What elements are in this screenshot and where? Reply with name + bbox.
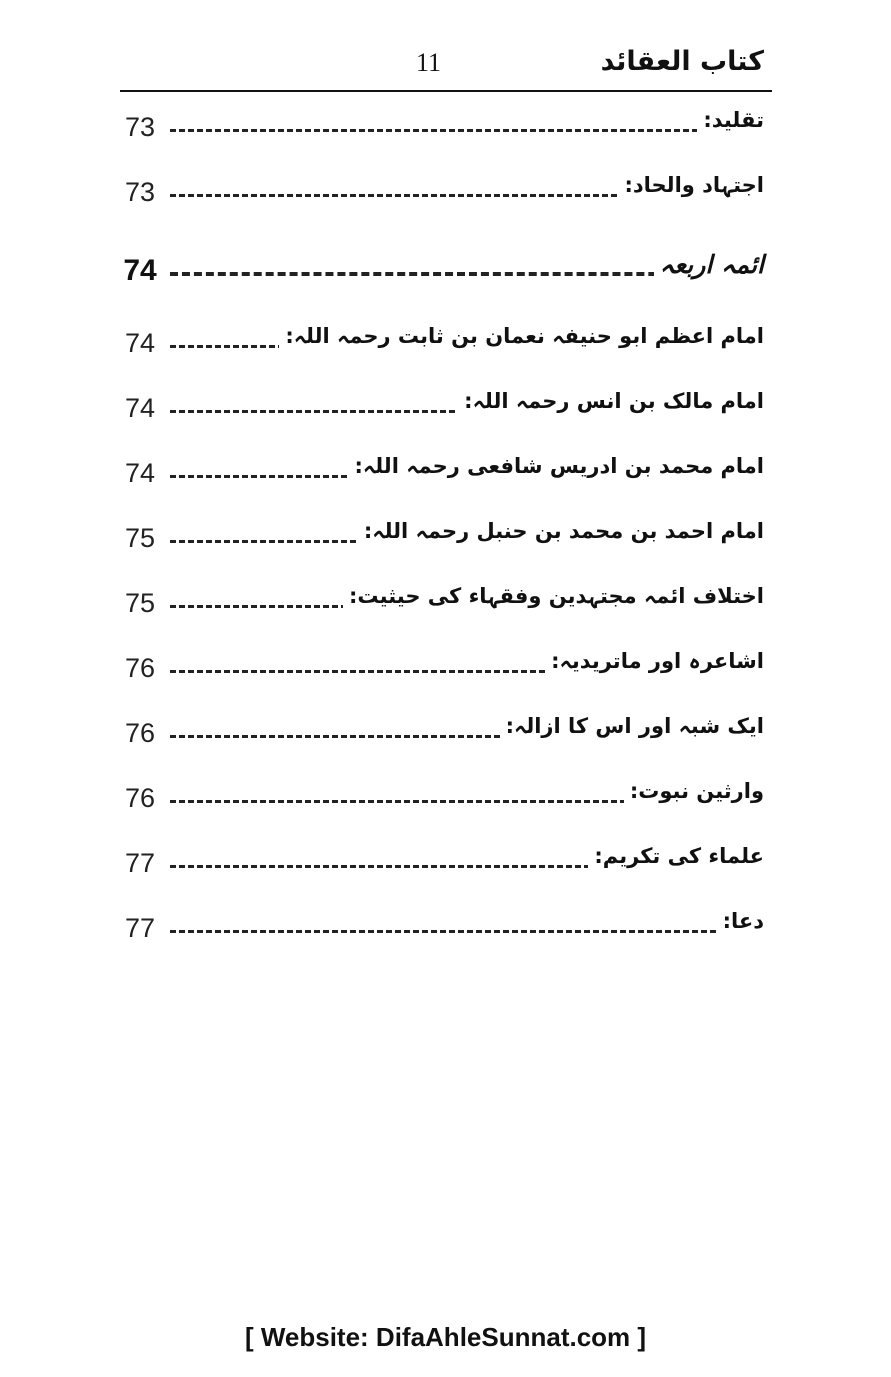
toc-page-number: 76 <box>124 783 156 813</box>
dotted-leader <box>170 129 752 132</box>
toc-entry[interactable] <box>120 639 772 704</box>
toc-entry[interactable] <box>120 379 772 444</box>
toc-entry[interactable] <box>120 704 772 769</box>
toc-page-number: 74 <box>123 254 157 287</box>
toc-entry[interactable] <box>120 314 772 379</box>
toc-entry-title: اشاعرہ اور ماتریدیہ: <box>545 649 764 673</box>
dotted-leader <box>170 930 752 933</box>
toc-entry-title: امام مالک بن انس رحمہ اللہ: <box>458 389 764 413</box>
toc-page-number: 75 <box>124 588 156 618</box>
toc-page-number: 76 <box>124 653 156 683</box>
toc-entry-title: ایک شبہ اور اس کا ازالہ: <box>500 714 764 738</box>
toc-entry[interactable] <box>120 163 772 228</box>
book-title: کتاب العقائد <box>600 46 764 77</box>
table-of-contents <box>120 98 772 964</box>
toc-page-number: 75 <box>124 523 156 553</box>
toc-entry-title: امام اعظم ابو حنیفہ نعمان بن ثابت رحمہ اللہ: <box>279 324 764 348</box>
toc-entry[interactable] <box>120 509 772 574</box>
page-number: 11 <box>416 48 442 77</box>
toc-page-number: 74 <box>124 393 156 423</box>
toc-entry[interactable] <box>120 98 772 163</box>
toc-entry-title: اختلاف ائمہ مجتہدین وفقہاء کی حیثیت: <box>343 584 764 608</box>
toc-page-number: 73 <box>124 177 156 207</box>
toc-entry-title: اجتہاد والحاد: <box>618 173 764 197</box>
toc-page-number: 77 <box>124 848 156 878</box>
toc-entry[interactable] <box>120 574 772 639</box>
toc-entry[interactable] <box>120 899 772 964</box>
toc-entry[interactable] <box>120 834 772 899</box>
toc-entry-title: تقلید: <box>697 108 764 132</box>
page-header <box>120 42 772 92</box>
toc-page-number: 73 <box>124 112 156 142</box>
toc-entry-title: علماء کی تکریم: <box>588 844 764 868</box>
toc-page-number: 77 <box>124 913 156 943</box>
toc-page-number: 76 <box>124 718 156 748</box>
toc-section-title: ائمہ اربعہ <box>654 250 764 279</box>
toc-entry[interactable] <box>120 444 772 509</box>
website-footer: [ Website: DifaAhleSunnat.com ] <box>244 1322 647 1352</box>
toc-entry-title: امام احمد بن محمد بن حنبل رحمہ اللہ: <box>358 519 764 543</box>
toc-entry-title: دعا: <box>717 909 764 933</box>
toc-entry-title: وارثین نبوت: <box>624 779 764 803</box>
toc-section-heading[interactable] <box>120 228 772 314</box>
toc-page-number: 74 <box>124 328 156 358</box>
toc-page-number: 74 <box>124 458 156 488</box>
toc-entry[interactable] <box>120 769 772 834</box>
toc-entry-title: امام محمد بن ادریس شافعی رحمہ اللہ: <box>349 454 764 478</box>
